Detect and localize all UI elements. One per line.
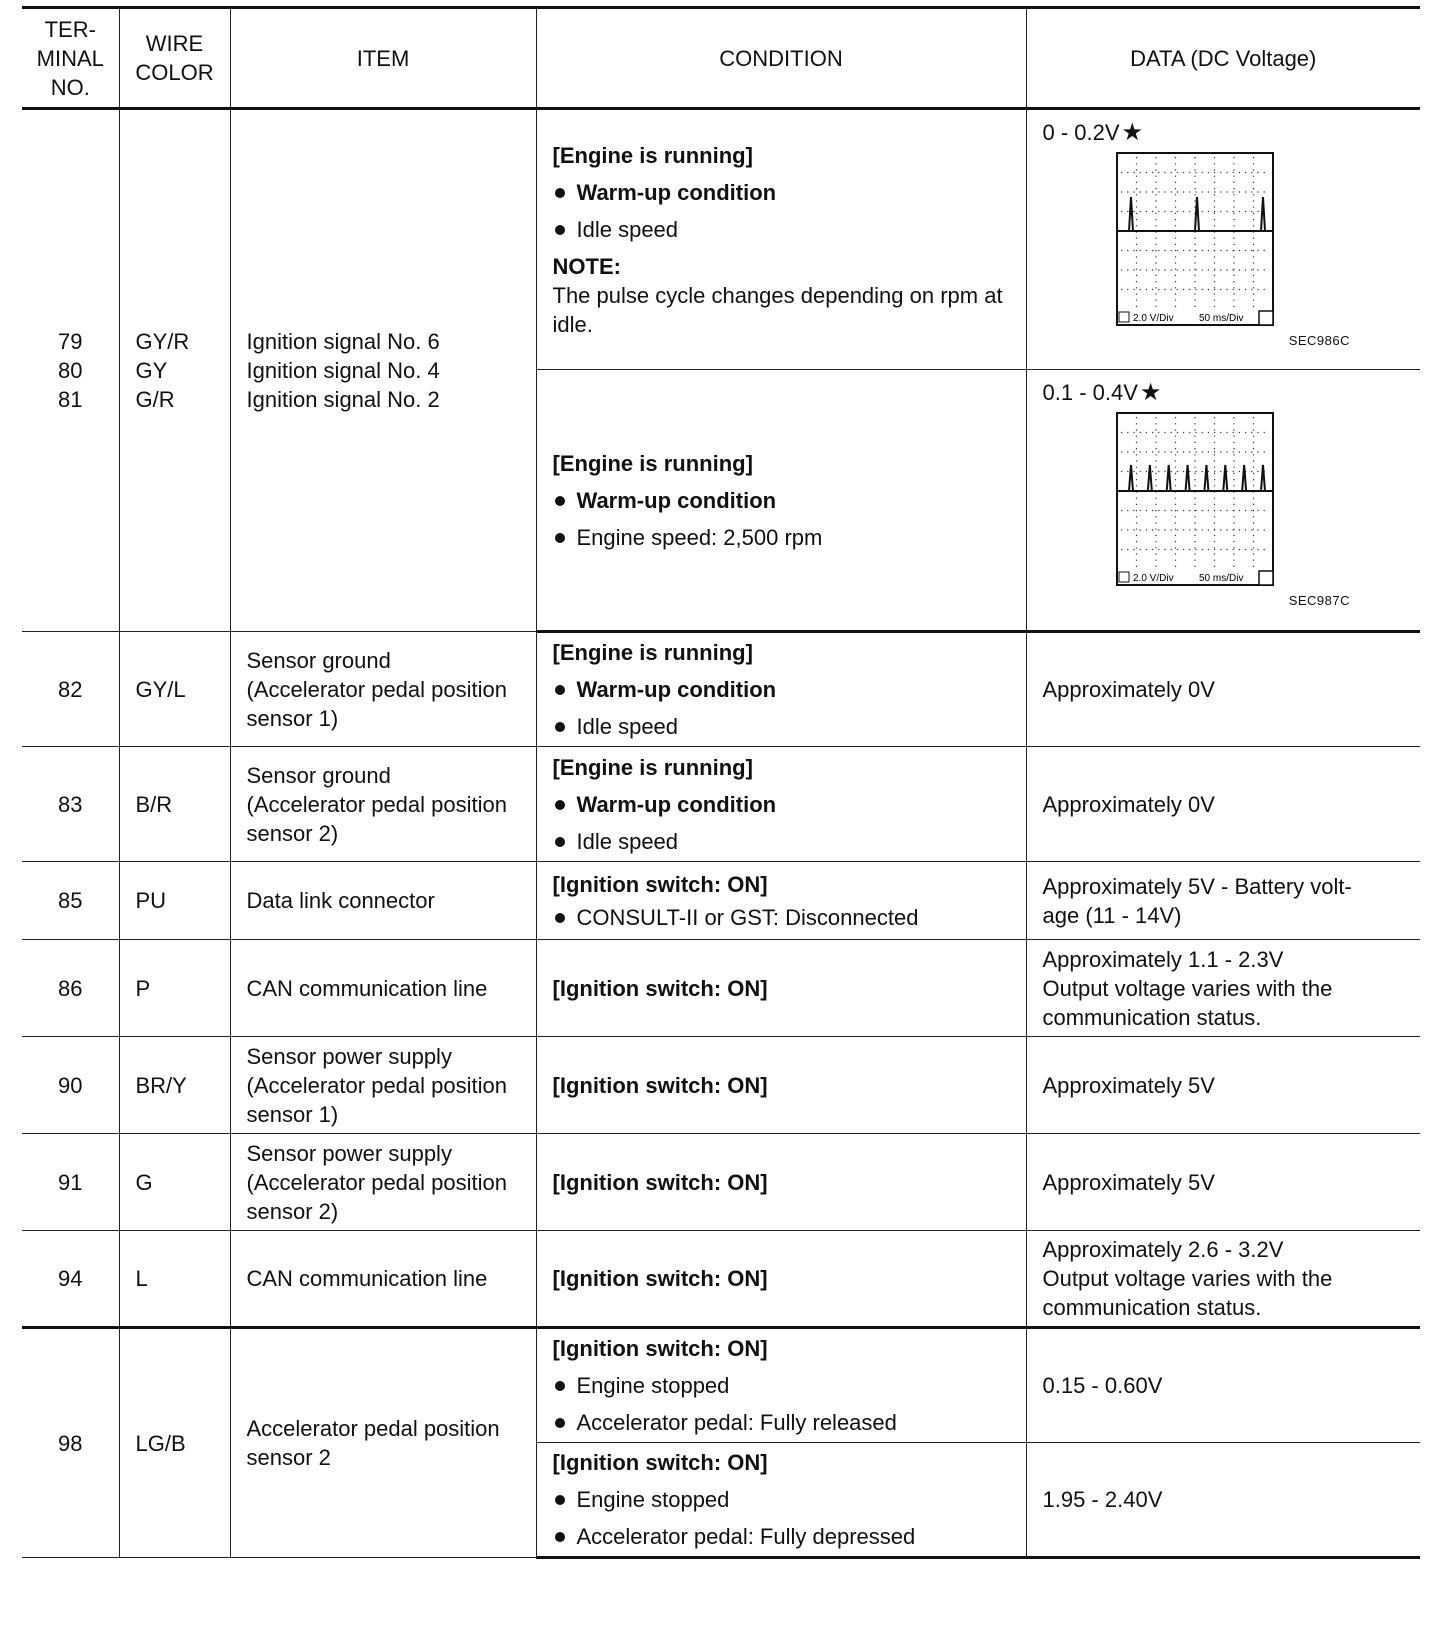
scope-volt-div-label: 2.0 V/Div <box>1132 313 1174 324</box>
table-row <box>22 1231 1420 1328</box>
scope-pulse <box>1195 197 1199 231</box>
bullet-item: Engine stopped <box>553 1371 1010 1400</box>
condition-cell: [Engine is running] Warm-up condition Engine speed: 2,500 rpm <box>536 370 1026 632</box>
scope-frame <box>1117 153 1273 325</box>
bullet-dot-icon <box>555 1418 565 1428</box>
scope-pulse <box>1242 465 1246 491</box>
wire-color-cell: L <box>119 1231 230 1328</box>
bullet-item: Warm-up condition <box>553 790 1010 819</box>
bullet-item: Engine stopped <box>553 1485 1010 1514</box>
ecm-terminal-table <box>22 6 1420 1559</box>
scope-pulse <box>1166 465 1170 491</box>
condition-cell: [Engine is running] Warm-up condition Idle speed <box>536 632 1026 747</box>
item-cell: Sensor power supply (Accelerator pedal position sensor 2) <box>230 1134 536 1231</box>
oscilloscope-waveform-2500rpm <box>1113 411 1403 591</box>
table-row <box>22 862 1420 940</box>
wire-color-cell: P <box>119 940 230 1037</box>
bullet-dot-icon <box>555 188 565 198</box>
data-cell: Approximately 0V <box>1026 632 1420 747</box>
table-row <box>22 747 1420 862</box>
data-cell: Approximately 5V <box>1026 1134 1420 1231</box>
scope-scale-icon <box>1119 312 1129 322</box>
table-row <box>22 109 1420 370</box>
terminal-cell: 90 <box>22 1037 119 1134</box>
item-cell: Data link connector <box>230 862 536 940</box>
scope-pulse <box>1204 465 1208 491</box>
bullet-dot-icon <box>555 225 565 235</box>
scope-pulse <box>1129 197 1133 231</box>
item-cell: CAN communication line <box>230 1231 536 1328</box>
bullet-item: Idle speed <box>553 827 1010 856</box>
scope-pulse <box>1129 465 1133 491</box>
wire-color-cell: BR/Y <box>119 1037 230 1134</box>
bullet-item: Warm-up condition <box>553 178 1010 207</box>
condition-cell: [Engine is running] Warm-up condition Idle speed <box>536 747 1026 862</box>
data-cell: Approximately 5V <box>1026 1037 1420 1134</box>
terminal-cell: 94 <box>22 1231 119 1328</box>
scope-time-div-label: 50 ms/Div <box>1198 313 1243 324</box>
item-cell: Sensor power supply (Accelerator pedal position sensor 1) <box>230 1037 536 1134</box>
star-icon: ★ <box>1139 379 1162 406</box>
scope-pulse <box>1185 465 1189 491</box>
scope-scale-icon <box>1119 572 1129 582</box>
condition-cell: [Ignition switch: ON] <box>536 940 1026 1037</box>
data-cell: Approximately 2.6 - 3.2V Output voltage varies with the communication status. <box>1026 1231 1420 1328</box>
note-text: The pulse cycle changes depending on rpm at idle. <box>552 282 1003 337</box>
item-cell: CAN communication line <box>230 940 536 1037</box>
voltage-label: 0.1 - 0.4V ★ <box>1042 379 1162 406</box>
item-cell: Sensor ground (Accelerator pedal position sensor 2) <box>230 747 536 862</box>
item-cell: Sensor ground (Accelerator pedal position sensor 1) <box>230 632 536 747</box>
table-row <box>22 1134 1420 1231</box>
terminal-cell: 79 80 81 <box>22 109 119 632</box>
table-header-row <box>22 8 1420 109</box>
figure-id: SEC986C <box>1288 333 1350 348</box>
data-cell: 0.15 - 0.60V <box>1026 1328 1420 1443</box>
bullet-item: Warm-up condition <box>553 486 1010 515</box>
bullet-item: Idle speed <box>553 215 1010 244</box>
wire-color-cell: B/R <box>119 747 230 862</box>
header-condition: CONDITION <box>536 8 1026 109</box>
data-cell <box>1026 370 1420 632</box>
table-row <box>22 940 1420 1037</box>
condition-cell: [Ignition switch: ON] Engine stopped Accelerator pedal: Fully depressed <box>536 1443 1026 1558</box>
bullet-dot-icon <box>555 1381 565 1391</box>
terminal-cell: 98 <box>22 1328 119 1558</box>
terminal-cell: 86 <box>22 940 119 1037</box>
bullet-item: Idle speed <box>553 712 1010 741</box>
scope-frame <box>1117 413 1273 585</box>
bullet-dot-icon <box>555 685 565 695</box>
bullet-dot-icon <box>555 800 565 810</box>
data-cell: Approximately 5V - Battery volt- age (11 - 14V) <box>1026 862 1420 940</box>
item-cell: Ignition signal No. 6 Ignition signal No. 4 Ignition signal No. 2 <box>230 109 536 632</box>
bullet-item: CONSULT-II or GST: Disconnected <box>553 903 1010 932</box>
scope-corner-box <box>1259 571 1273 585</box>
scope-pulse <box>1223 465 1227 491</box>
table-row <box>22 1328 1420 1443</box>
condition-cell: [Ignition switch: ON] <box>536 1134 1026 1231</box>
data-cell <box>1026 109 1420 370</box>
data-cell: 1.95 - 2.40V <box>1026 1443 1420 1558</box>
wire-color-cell: GY/L <box>119 632 230 747</box>
terminal-cell: 85 <box>22 862 119 940</box>
terminal-cell: 91 <box>22 1134 119 1231</box>
table-row <box>22 1037 1420 1134</box>
bullet-item: Accelerator pedal: Fully released <box>553 1408 1010 1437</box>
header-wire-color: WIRE COLOR <box>119 8 230 109</box>
header-item: ITEM <box>230 8 536 109</box>
condition-cell: [Ignition switch: ON] <box>536 1037 1026 1134</box>
bullet-dot-icon <box>555 837 565 847</box>
voltage-label: 0 - 0.2V ★ <box>1042 119 1144 146</box>
bullet-item: Accelerator pedal: Fully depressed <box>553 1522 1010 1551</box>
bullet-dot-icon <box>555 533 565 543</box>
condition-cell: [Ignition switch: ON] Engine stopped Accelerator pedal: Fully released <box>536 1328 1026 1443</box>
bullet-dot-icon <box>555 722 565 732</box>
bullet-dot-icon <box>555 1495 565 1505</box>
data-cell: Approximately 0V <box>1026 747 1420 862</box>
scope-pulse <box>1261 197 1265 231</box>
item-cell: Accelerator pedal position sensor 2 <box>230 1328 536 1558</box>
wire-color-cell: G <box>119 1134 230 1231</box>
condition-cell: [Ignition switch: ON] <box>536 1231 1026 1328</box>
oscilloscope-waveform-idle <box>1113 151 1403 331</box>
bullet-dot-icon <box>555 1532 565 1542</box>
terminal-cell: 82 <box>22 632 119 747</box>
bullet-item: Warm-up condition <box>553 675 1010 704</box>
table-row <box>22 632 1420 747</box>
data-cell: Approximately 1.1 - 2.3V Output voltage varies with the communication status. <box>1026 940 1420 1037</box>
wire-color-cell: GY/R GY G/R <box>119 109 230 632</box>
scope-corner-box <box>1259 311 1273 325</box>
scope-pulse <box>1261 465 1265 491</box>
wire-color-cell: LG/B <box>119 1328 230 1558</box>
condition-cell: [Engine is running] Warm-up condition Idle speed NOTE: The pulse cycle changes depending on rpm at idle. <box>536 109 1026 370</box>
figure-id: SEC987C <box>1288 593 1350 608</box>
wire-color-cell: PU <box>119 862 230 940</box>
header-data: DATA (DC Voltage) <box>1026 8 1420 109</box>
scope-time-div-label: 50 ms/Div <box>1198 573 1243 584</box>
terminal-cell: 83 <box>22 747 119 862</box>
bullet-item: Engine speed: 2,500 rpm <box>553 523 1010 552</box>
condition-cell: [Ignition switch: ON] CONSULT-II or GST: Disconnected <box>536 862 1026 940</box>
star-icon: ★ <box>1121 119 1144 146</box>
scope-volt-div-label: 2.0 V/Div <box>1132 573 1174 584</box>
bullet-dot-icon <box>555 913 565 923</box>
scope-pulse <box>1147 465 1151 491</box>
bullet-dot-icon <box>555 496 565 506</box>
header-terminal-no: TER- MINAL NO. <box>22 8 119 109</box>
